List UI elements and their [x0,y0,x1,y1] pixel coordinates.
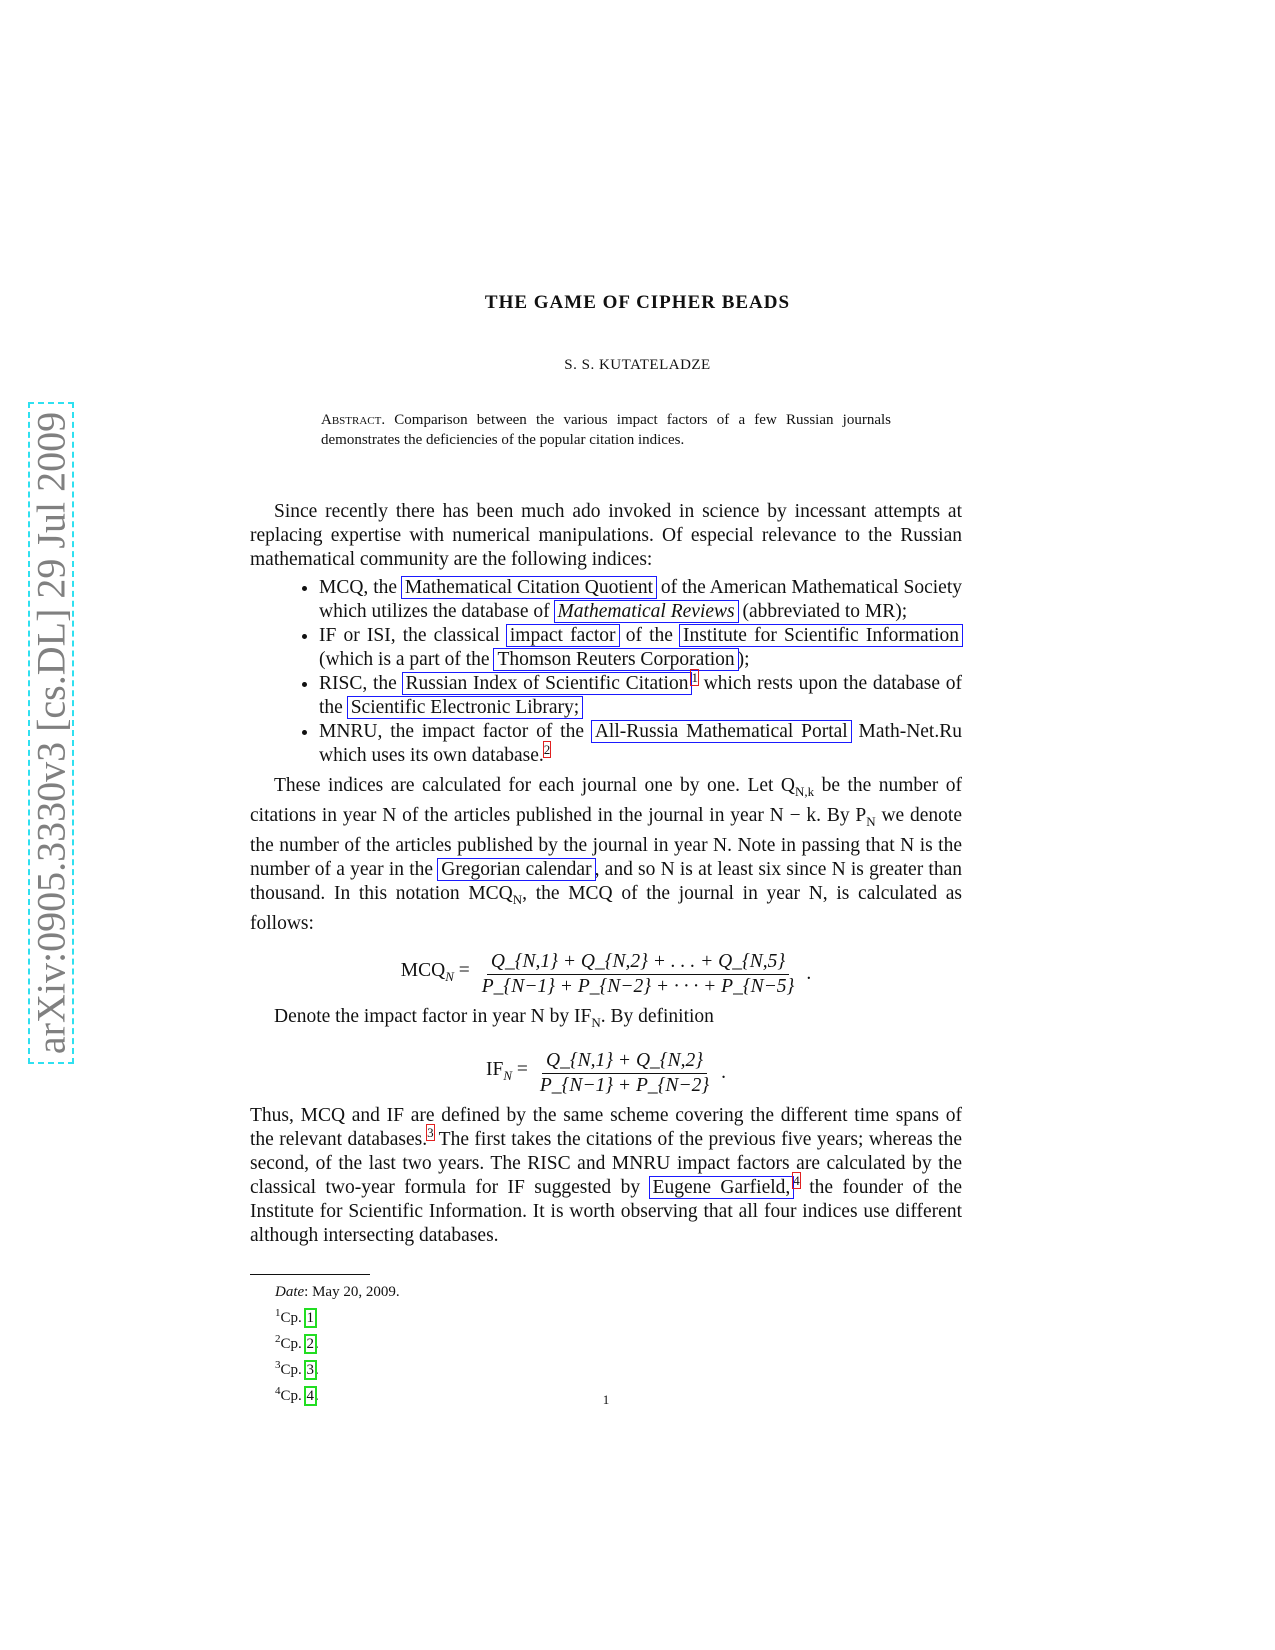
text: . [315,1388,319,1404]
date-value: : May 20, 2009. [304,1284,400,1300]
eq-lhs: MCQ [400,960,446,982]
paragraph-comparison [250,1104,962,1248]
text: (which is a part of the [319,649,495,670]
text: be the number of citations in year N of the articles published in the journal in year N − k. By P [250,775,962,826]
eq-sub: N [445,969,454,985]
text: Thus, MCQ and IF are defined by the same scheme covering the different time spans of the relevant databases. [250,1104,962,1150]
subscript: N [866,813,876,829]
text: . [315,1336,319,1352]
footnote-text: Cp. [280,1336,306,1352]
link-elibrary[interactable]: Scientific Electronic Library; [348,697,583,718]
footnote-number: 4 [275,1385,281,1397]
eq-denominator: P_{N−1} + P_{N−2} + · · · + P_{N−5} [481,975,795,997]
footnote-number: 2 [275,1333,281,1345]
text: . [315,1362,319,1378]
eq-sub: N [503,1068,512,1083]
bib-ref-link[interactable]: 2 [306,1336,315,1352]
link-risc[interactable] [403,673,692,694]
footnote-number: 1 [275,1307,281,1319]
equation-mcq: $MCQ_N$ = $\frac{Q\_\{N,1\} + Q\_\{N,2\} + . . . + Q\_\{N,5\}}{P\_\{N-1\} + P\_\{N-2\} + \cdot \cdot \cdot + P\_\{N-5\}}$ . [400,950,812,997]
footnote-number: 3 [275,1359,281,1371]
footnote-ref-1[interactable]: 1 [691,669,698,685]
text: IF or ISI, the classical [319,625,507,646]
text: we denote the number of the articles published by the journal in year N. Note in passing that N is the number of a year in the [250,804,962,880]
link-impact-factor[interactable]: impact factor [507,625,619,646]
body-text [250,500,962,1248]
author: S. S. KUTATELADZE [564,357,711,373]
list-item [319,576,962,624]
footnotes [275,1282,400,1407]
link-mcq[interactable]: Mathematical Citation Quotient [402,577,656,598]
abstract-text: Comparison between the various impact factors of a few Russian journals demonstrates the deficiencies of the popular citation indices. [321,412,891,448]
index-list [250,576,962,768]
list-item [319,720,962,768]
footnote-rule [250,1274,370,1275]
footnote-text: Cp. [280,1362,306,1378]
arxiv-stamp [28,402,74,1064]
footnote [275,1329,400,1355]
link-gregorian-calendar[interactable]: Gregorian calendar [438,859,594,880]
text: the founder of the Institute for Scientific Information. It is worth observing that all four indices use different although intersecting databases. [250,1176,963,1246]
date-note [275,1282,400,1303]
paragraph-intro: Since recently there has been much ado invoked in science by incessant attempts at replacing expertise with numerical manipulations. Of especial relevance to the Russian mathematical community are the following indices: [250,501,962,570]
footnote-text: Cp. [280,1388,306,1404]
text: RISC, the [319,673,403,694]
abstract [321,410,891,450]
eq-numerator: Q_{N,1} + Q_{N,2} + . . . + Q_{N,5} [487,950,789,975]
abstract-label: Abstract. [321,412,386,428]
footnote [275,1303,400,1329]
text: ); [737,649,750,670]
link-text: Mathematical Reviews [557,601,735,622]
bib-ref-link[interactable]: 4 [306,1388,315,1404]
equation-if: $IF_N$ = $\frac{Q\_\{N,1\} + Q\_\{N,2\}}{P\_\{N-1\} + P\_\{N-2\}}$ . [485,1049,727,1096]
text: of the American Mathematical Society which utilizes the database of [319,577,963,622]
footnote-text: Cp. [280,1310,306,1326]
eq-lhs: IF [485,1059,504,1081]
eq-numerator: Q_{N,1} + Q_{N,2} [542,1049,707,1074]
text: , and so N is at least six since N is greater than thousand. In this notation MCQ [250,858,962,904]
text: which rests upon the database of the [319,673,962,718]
paragraph-if [250,1005,962,1035]
text: . By definition [600,1005,714,1027]
paper-title: THE GAME OF CIPHER BEADS [484,292,791,313]
link-thomson-reuters[interactable]: Thomson Reuters Corporation [494,649,737,670]
subscript: N [591,1014,601,1030]
text: Denote the impact factor in year N by IF [274,1005,592,1027]
footnote [275,1355,400,1381]
page-number: 1 [602,1392,610,1407]
date-label: Date [275,1284,305,1300]
text: , the MCQ of the journal in year N, is calculated as follows: [250,882,962,934]
footnote-ref-4[interactable]: 4 [793,1173,800,1189]
link-text: Russian Index of Scientific Citation [405,673,689,694]
subscript: N,k [795,783,815,799]
link-eugene-garfield[interactable]: Eugene Garfield, [650,1177,794,1198]
bib-ref-link[interactable]: 3 [306,1362,315,1378]
list-item [319,669,962,720]
text: These indices are calculated for each journal one by one. Let Q [274,775,796,796]
arxiv-id: arXiv:0905.3330v3 [cs.DL] 29 Jul 2009 [28,411,74,1055]
footnote-ref-2[interactable]: 2 [543,741,551,757]
subscript: N [512,891,523,907]
eq-denominator: P_{N−1} + P_{N−2} [539,1074,710,1096]
text: of the [618,625,681,646]
link-isi[interactable]: Institute for Scientific Information [680,625,962,646]
text: Math-Net.Ru which uses its own database. [319,721,962,766]
text: (abbreviated to MR); [737,601,908,622]
list-item [319,624,962,672]
bib-ref-link[interactable]: 1 [306,1310,315,1326]
link-mathematical-reviews[interactable] [555,601,738,622]
text: The first takes the citations of the previous five years; whereas the second, of the last two years. The RISC and MNRU impact factors are calculated by the classical two-year formula for IF suggested by [250,1128,962,1198]
link-mathnet[interactable]: All-Russia Mathematical Portal [592,721,851,742]
paragraph-definitions [250,774,962,936]
footnote-ref-3[interactable]: 3 [427,1125,434,1141]
text: MNRU, the impact factor of the [319,721,592,742]
text: MCQ, the [319,577,402,598]
